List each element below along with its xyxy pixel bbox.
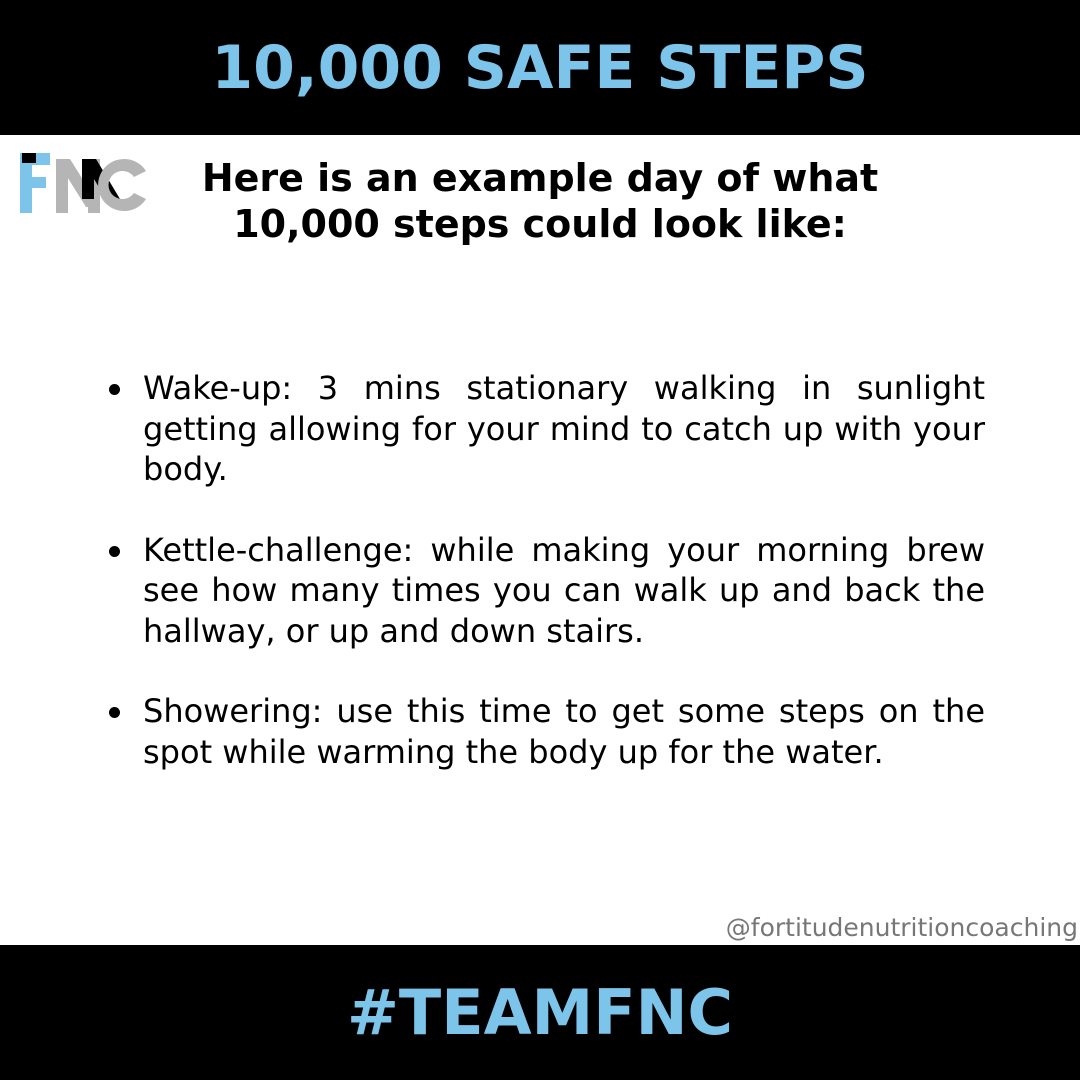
headline xyxy=(150,155,930,247)
fnc-logo xyxy=(20,153,148,213)
bullet-icon xyxy=(109,546,120,557)
list-item xyxy=(105,368,985,490)
headline-line-2: 10,000 steps could look like: xyxy=(233,202,847,246)
top-banner xyxy=(0,0,1080,135)
step-text: Showering: use this time to get some steps on the spot while warming the body up for the water. xyxy=(143,692,985,771)
social-handle: @fortitudenutritioncoaching xyxy=(725,913,1078,942)
step-text: Wake-up: 3 mins stationary walking in sunlight getting allowing for your mind to catch up with your body. xyxy=(143,369,985,488)
hashtag: #TEAMFNC xyxy=(346,976,734,1049)
bullet-icon xyxy=(109,384,120,395)
list-item xyxy=(105,691,985,772)
step-text: Kettle-challenge: while making your morning brew see how many times you can walk up and back the hallway, or up and down stairs. xyxy=(143,530,985,650)
bullet-icon xyxy=(109,707,120,718)
bottom-banner xyxy=(0,945,1080,1080)
list-item xyxy=(105,530,985,652)
headline-line-1: Here is an example day of what xyxy=(201,156,879,200)
page-title: 10,000 SAFE STEPS xyxy=(211,32,869,103)
steps-list xyxy=(105,368,985,812)
